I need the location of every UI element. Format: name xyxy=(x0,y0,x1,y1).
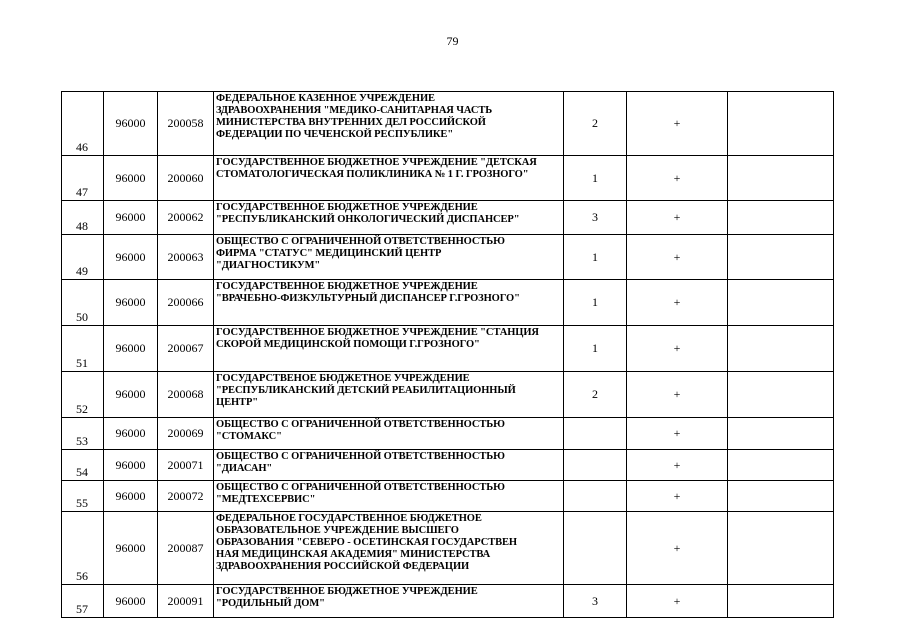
organization-id: 200060 xyxy=(158,156,214,201)
mark-cell: + xyxy=(627,512,728,585)
table-row xyxy=(62,481,834,512)
extra-cell xyxy=(728,450,834,481)
extra-cell xyxy=(728,481,834,512)
okato-code: 96000 xyxy=(104,235,158,280)
extra-cell xyxy=(728,156,834,201)
table-row xyxy=(62,372,834,418)
organization-name: ГОСУДАРСТВЕННОЕ БЮДЖЕТНОЕ УЧРЕЖДЕНИЕ "ВРАЧЕБНО-ФИЗКУЛЬТУРНЫЙ ДИСПАНСЕР Г.ГРОЗНОГО" xyxy=(214,280,564,326)
row-number: 57 xyxy=(62,585,104,618)
okato-code: 96000 xyxy=(104,481,158,512)
organization-name: ОБЩЕСТВО С ОГРАНИЧЕННОЙ ОТВЕТСТВЕННОСТЬЮ ФИРМА "СТАТУС" МЕДИЦИНСКИЙ ЦЕНТР "ДИАГНОСТИКУМ" xyxy=(214,235,564,280)
organization-name: ГОСУДАРСТВЕННОЕ БЮДЖЕТНОЕ УЧРЕЖДЕНИЕ "ДЕТСКАЯ СТОМАТОЛОГИЧЕСКАЯ ПОЛИКЛИНИКА № 1 Г. ГРОЗНОГО" xyxy=(214,156,564,201)
page-number: 79 xyxy=(446,34,459,48)
mark-cell: + xyxy=(627,201,728,235)
mark-cell: + xyxy=(627,280,728,326)
row-number: 49 xyxy=(62,235,104,280)
organization-id: 200091 xyxy=(158,585,214,618)
quantity-cell xyxy=(564,418,627,450)
mark-cell: + xyxy=(627,92,728,156)
row-number: 48 xyxy=(62,201,104,235)
okato-code: 96000 xyxy=(104,280,158,326)
extra-cell xyxy=(728,512,834,585)
row-number: 56 xyxy=(62,512,104,585)
table-row xyxy=(62,585,834,618)
okato-code: 96000 xyxy=(104,326,158,372)
organization-id: 200068 xyxy=(158,372,214,418)
mark-cell: + xyxy=(627,450,728,481)
extra-cell xyxy=(728,280,834,326)
table-row xyxy=(62,201,834,235)
okato-code: 96000 xyxy=(104,92,158,156)
quantity-cell: 1 xyxy=(564,280,627,326)
quantity-cell: 3 xyxy=(564,201,627,235)
okato-code: 96000 xyxy=(104,450,158,481)
organization-id: 200071 xyxy=(158,450,214,481)
organization-id: 200072 xyxy=(158,481,214,512)
mark-cell: + xyxy=(627,481,728,512)
row-number: 54 xyxy=(62,450,104,481)
mark-cell: + xyxy=(627,326,728,372)
extra-cell xyxy=(728,92,834,156)
quantity-cell: 2 xyxy=(564,92,627,156)
organization-name: ГОСУДАРСТВЕНОЕ БЮДЖЕТНОЕ УЧРЕЖДЕНИЕ "РЕСПУБЛИКАНСКИЙ ДЕТСКИЙ РЕАБИЛИТАЦИОННЫЙ ЦЕНТР" xyxy=(214,372,564,418)
mark-cell: + xyxy=(627,418,728,450)
organization-id: 200067 xyxy=(158,326,214,372)
row-number: 55 xyxy=(62,481,104,512)
extra-cell xyxy=(728,372,834,418)
organization-id: 200087 xyxy=(158,512,214,585)
organizations-table xyxy=(61,91,834,618)
row-number: 53 xyxy=(62,418,104,450)
extra-cell xyxy=(728,326,834,372)
extra-cell xyxy=(728,201,834,235)
okato-code: 96000 xyxy=(104,372,158,418)
row-number: 51 xyxy=(62,326,104,372)
organization-name: ГОСУДАРСТВЕННОЕ БЮДЖЕТНОЕ УЧРЕЖДЕНИЕ "СТАНЦИЯ СКОРОЙ МЕДИЦИНСКОЙ ПОМОЩИ Г.ГРОЗНОГО" xyxy=(214,326,564,372)
organization-name: ГОСУДАРСТВЕННОЕ БЮДЖЕТНОЕ УЧРЕЖДЕНИЕ "РЕСПУБЛИКАНСКИЙ ОНКОЛОГИЧЕСКИЙ ДИСПАНСЕР" xyxy=(214,201,564,235)
okato-code: 96000 xyxy=(104,418,158,450)
organization-name: ОБЩЕСТВО С ОГРАНИЧЕННОЙ ОТВЕТСТВЕННОСТЬЮ "МЕДТЕХСЕРВИС" xyxy=(214,481,564,512)
quantity-cell: 1 xyxy=(564,156,627,201)
okato-code: 96000 xyxy=(104,156,158,201)
quantity-cell xyxy=(564,512,627,585)
table-row xyxy=(62,418,834,450)
table-row xyxy=(62,235,834,280)
table-row xyxy=(62,512,834,585)
organization-id: 200058 xyxy=(158,92,214,156)
quantity-cell: 2 xyxy=(564,372,627,418)
okato-code: 96000 xyxy=(104,201,158,235)
row-number: 52 xyxy=(62,372,104,418)
okato-code: 96000 xyxy=(104,585,158,618)
organization-name: ОБЩЕСТВО С ОГРАНИЧЕННОЙ ОТВЕТСТВЕННОСТЬЮ "ДИАСАН" xyxy=(214,450,564,481)
mark-cell: + xyxy=(627,235,728,280)
organization-name: ФЕДЕРАЛЬНОЕ ГОСУДАРСТВЕННОЕ БЮДЖЕТНОЕ ОБРАЗОВАТЕЛЬНОЕ УЧРЕЖДЕНИЕ ВЫСШЕГО ОБРАЗОВАНИЯ "СЕВЕРО - ОСЕТИНСКАЯ ГОСУДАРСТВЕН НАЯ МЕДИЦИНСКАЯ АКАДЕМИЯ" МИНИСТЕРСТВА ЗДРАВООХРАНЕНИЯ РОССИЙСКОЙ ФЕДЕРАЦИИ xyxy=(214,512,564,585)
quantity-cell: 3 xyxy=(564,585,627,618)
mark-cell: + xyxy=(627,156,728,201)
organization-id: 200063 xyxy=(158,235,214,280)
organization-name: ФЕДЕРАЛЬНОЕ КАЗЕННОЕ УЧРЕЖДЕНИЕ ЗДРАВООХРАНЕНИЯ "МЕДИКО-САНИТАРНАЯ ЧАСТЬ МИНИСТЕРСТВА ВНУТРЕННИХ ДЕЛ РОССИЙСКОЙ ФЕДЕРАЦИИ ПО ЧЕЧЕНСКОЙ РЕСПУБЛИКЕ" xyxy=(214,92,564,156)
table-row xyxy=(62,450,834,481)
okato-code: 96000 xyxy=(104,512,158,585)
table-row xyxy=(62,156,834,201)
quantity-cell: 1 xyxy=(564,235,627,280)
organization-id: 200062 xyxy=(158,201,214,235)
extra-cell xyxy=(728,585,834,618)
organization-id: 200066 xyxy=(158,280,214,326)
quantity-cell xyxy=(564,450,627,481)
mark-cell: + xyxy=(627,372,728,418)
table-row xyxy=(62,92,834,156)
mark-cell: + xyxy=(627,585,728,618)
row-number: 46 xyxy=(62,92,104,156)
quantity-cell: 1 xyxy=(564,326,627,372)
table-row xyxy=(62,280,834,326)
organization-id: 200069 xyxy=(158,418,214,450)
extra-cell xyxy=(728,235,834,280)
organization-name: ГОСУДАРСТВЕННОЕ БЮДЖЕТНОЕ УЧРЕЖДЕНИЕ "РОДИЛЬНЫЙ ДОМ" xyxy=(214,585,564,618)
organization-name: ОБЩЕСТВО С ОГРАНИЧЕННОЙ ОТВЕТСТВЕННОСТЬЮ "СТОМАКС" xyxy=(214,418,564,450)
row-number: 50 xyxy=(62,280,104,326)
table-row xyxy=(62,326,834,372)
extra-cell xyxy=(728,418,834,450)
row-number: 47 xyxy=(62,156,104,201)
quantity-cell xyxy=(564,481,627,512)
